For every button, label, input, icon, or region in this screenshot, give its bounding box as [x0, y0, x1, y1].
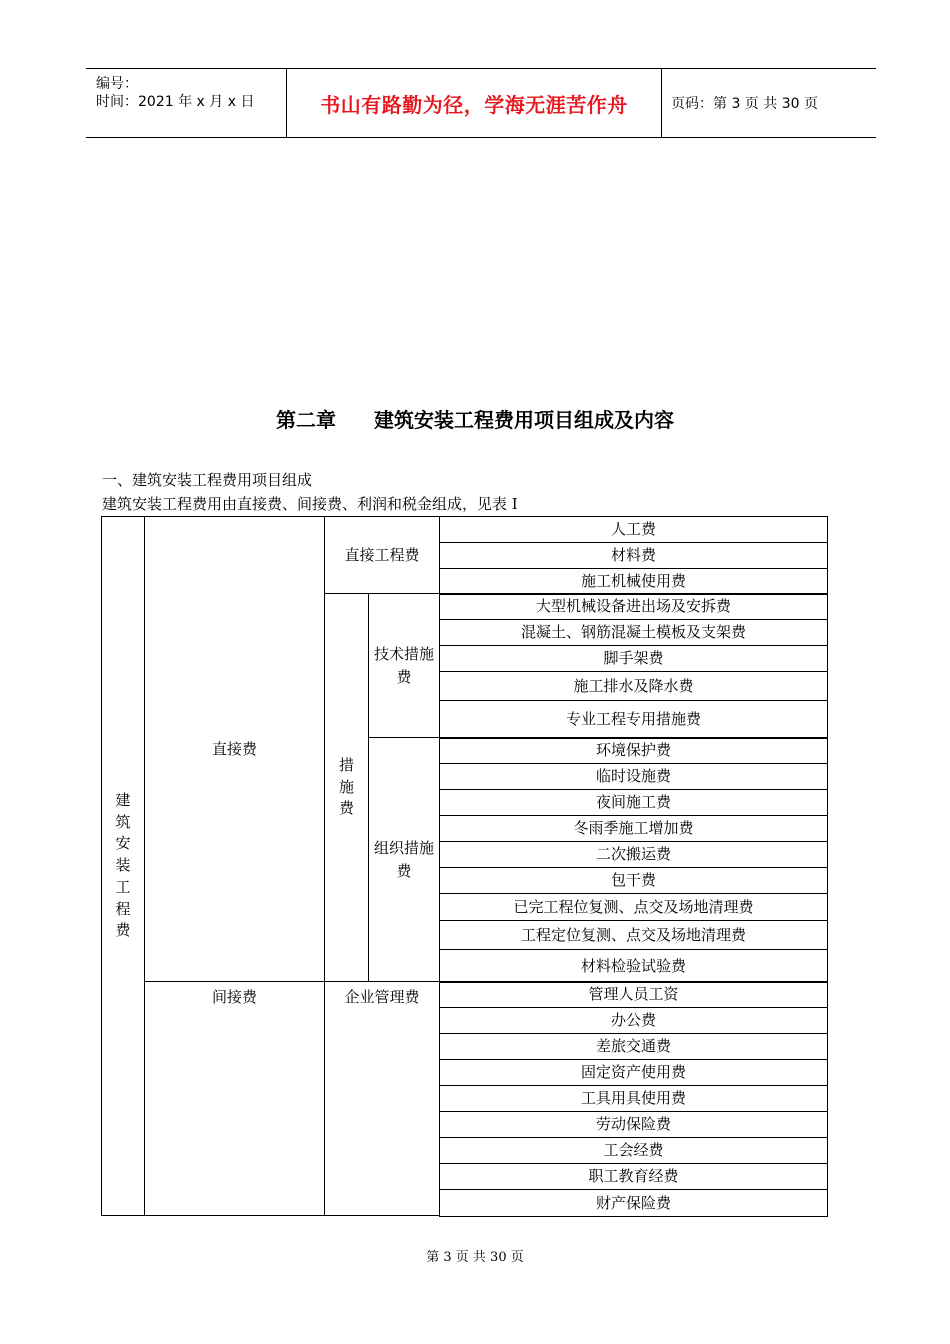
fee-item-cell: 办公费: [439, 1007, 828, 1034]
fee-item-cell: 人工费: [439, 516, 828, 543]
fee-item-cell: 劳动保险费: [439, 1111, 828, 1138]
fee-item-cell: 施工排水及降水费: [439, 671, 828, 701]
fee-item-cell: 专业工程专用措施费: [439, 700, 828, 739]
fee-item-cell: 环境保护费: [439, 737, 828, 764]
fee-item-cell: 施工机械使用费: [439, 568, 828, 595]
fee-item-cell: 差旅交通费: [439, 1033, 828, 1060]
fee-item-cell: 临时设施费: [439, 763, 828, 790]
document-time-label: 时间：2021 年 x 月 x 日: [96, 94, 255, 110]
header-motto: 书山有路勤为径，学海无涯苦作舟: [320, 92, 628, 117]
chapter-heading: [0, 404, 950, 433]
indirect-fee-cell: 间接费: [144, 981, 325, 1216]
fee-item-cell: 工会经费: [439, 1137, 828, 1164]
page-header: [86, 68, 876, 138]
fee-item-cell: 已完工程位复测、点交及场地清理费: [439, 893, 828, 921]
header-page-label: 页码：第 3 页 共 30 页: [671, 96, 818, 112]
intro-paragraph: 建筑安装工程费用由直接费、间接费、利润和税金组成，见表 I: [102, 495, 518, 513]
fee-item-cell: 工程定位复测、点交及场地清理费: [439, 920, 828, 950]
fee-composition-table: [101, 516, 828, 1216]
fee-item-cell: 大型机械设备进出场及安拆费: [439, 593, 828, 620]
chapter-title: 建筑安装工程费用项目组成及内容: [374, 408, 674, 432]
technical-measures-fee-cell: 技术措施 费: [368, 593, 440, 738]
organizational-measures-fee-cell: 组织措施 费: [368, 737, 440, 982]
root-cell: 建 筑 安 装 工 程 费: [101, 516, 145, 1216]
chapter-number: 第二章: [276, 408, 336, 432]
fee-item-cell: 二次搬运费: [439, 841, 828, 868]
header-motto-cell: [286, 69, 662, 137]
header-meta: [86, 69, 286, 137]
fee-item-cell: 夜间施工费: [439, 789, 828, 816]
fee-item-cell: 固定资产使用费: [439, 1059, 828, 1086]
fee-item-cell: 脚手架费: [439, 645, 828, 672]
document-number-label: 编号：: [96, 76, 138, 92]
fee-item-cell: 材料检验试验费: [439, 949, 828, 983]
fee-item-cell: 冬雨季施工增加费: [439, 815, 828, 842]
direct-fee-cell: 直接费: [144, 516, 325, 982]
fee-item-cell: 工具用具使用费: [439, 1085, 828, 1112]
fee-item-cell: 财产保险费: [439, 1189, 828, 1217]
fee-item-cell: 包干费: [439, 867, 828, 894]
measures-fee-cell: 措 施 费: [324, 593, 369, 982]
page-footer: 第 3 页 共 30 页: [426, 1250, 524, 1265]
direct-engineering-fee-cell: 直接工程费: [324, 516, 440, 594]
fee-item-cell: 混凝土、钢筋混凝土模板及支架费: [439, 619, 828, 646]
fee-item-cell: 材料费: [439, 542, 828, 569]
enterprise-management-fee-cell: 企业管理费: [324, 981, 440, 1216]
fee-item-cell: 职工教育经费: [439, 1163, 828, 1190]
section-heading: 一、建筑安装工程费用项目组成: [102, 471, 313, 489]
fee-item-cell: 管理人员工资: [439, 981, 828, 1008]
